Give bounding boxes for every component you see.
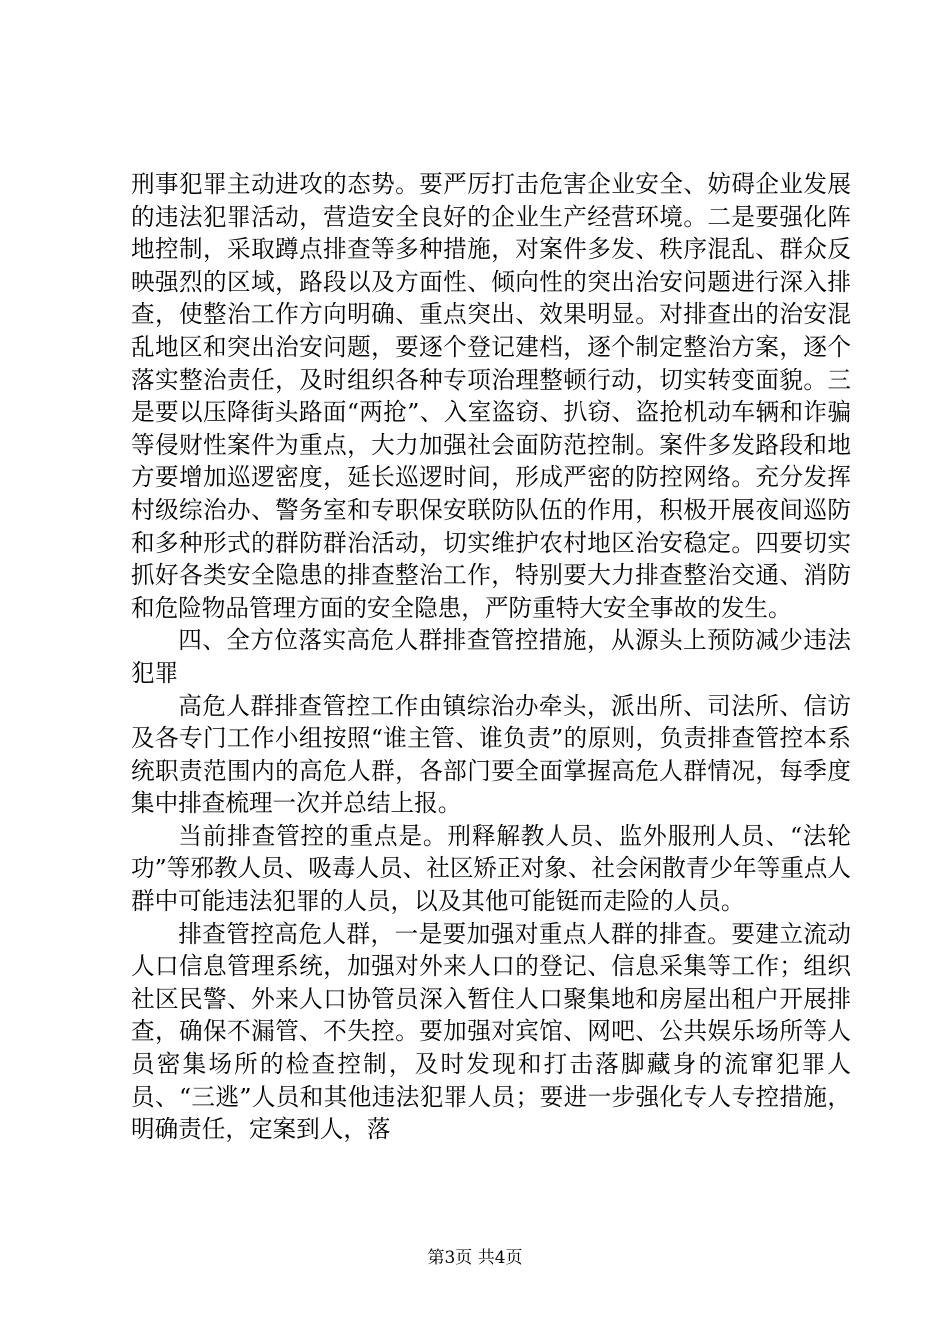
paragraph-4: 当前排查管控的重点是。刑释解教人员、监外服刑人员、“法轮功”等邪教人员、吸毒人员、社区矫正对象、社会闲散青少年等重点人群中可能违法犯罪的人员，以及其他可能铤而走险的人员。: [131, 821, 851, 916]
section-heading-4: 四、全方位落实高危人群排查管控措施，从源头上预防减少违法犯罪: [131, 626, 851, 687]
page-number-footer: 第3页 共4页: [427, 1248, 523, 1268]
paragraph-1: 刑事犯罪主动进攻的态势。要严厉打击危害企业安全、妨碍企业发展的违法犯罪活动，营造安全良好的企业生产经营环境。二是要强化阵地控制，采取蹲点排查等多种措施，对案件多发、秩序混乱、群众反映强烈的区域，路段以及方面性、倾向性的突出治安问题进行深入排查，使整治工作方向明确、重点突出、效果明显。对排查出的治安混乱地区和突出治安问题，要逐个登记建档，逐个制定整治方案，逐个落实整治责任，及时组织各种专项治理整顿行动，切实转变面貌。三是要以压降街头路面“两抢”、入室盗窃、扒窃、盗抢机动车辆和诈骗等侵财性案件为重点，大力加强社会面防范控制。案件多发路段和地方要增加巡逻密度，延长巡逻时间，形成严密的防控网络。充分发挥村级综治办、警务室和专职保安联防队伍的作用，积极开展夜间巡防和多种形式的群防群治活动，切实维护农村地区治安稳定。四要切实抓好各类安全隐患的排查整治工作，特别要大力排查整治交通、消防和危险物品管理方面的安全隐患，严防重特大安全事故的发生。: [131, 170, 851, 622]
paragraph-5: 排查管控高危人群，一是要加强对重点人群的排查。要建立流动人口信息管理系统，加强对外来人口的登记、信息采集等工作；组织社区民警、外来人口协管员深入暂住人口聚集地和房屋出租户开展排查，确保不漏管、不失控。要加强对宾馆、网吧、公共娱乐场所等人员密集场所的检查控制，及时发现和打击落脚藏身的流窜犯罪人员、“三逃”人员和其他违法犯罪人员；要进一步强化专人专控措施，明确责任，定案到人，落: [131, 919, 851, 1144]
document-body: [131, 168, 851, 1146]
paragraph-3: 高危人群排查管控工作由镇综治办牵头，派出所、司法所、信访及各专门工作小组按照“谁主管、谁负责”的原则，负责排查管控本系统职责范围内的高危人群，各部门要全面掌握高危人群情况，每季度集中排查梳理一次并总结上报。: [131, 691, 851, 818]
